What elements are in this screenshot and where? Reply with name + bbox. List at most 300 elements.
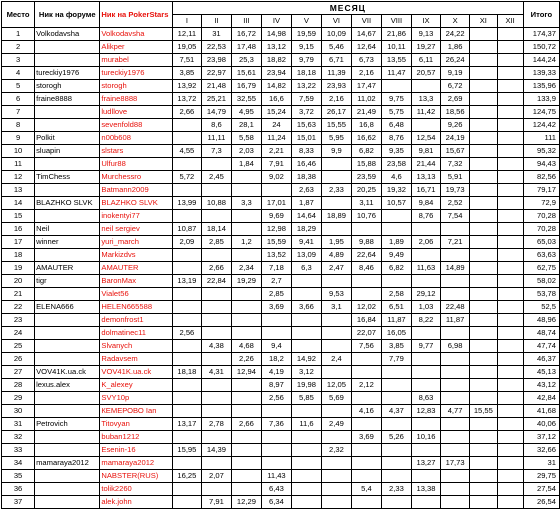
month-value-cell: 13,13: [411, 171, 440, 184]
month-value-cell: [441, 223, 470, 236]
month-value-cell: [497, 340, 523, 353]
total-cell: 95,32: [523, 145, 559, 158]
month-value-cell: [497, 223, 523, 236]
month-value-cell: [411, 366, 440, 379]
month-value-cell: 13,55: [381, 54, 411, 67]
month-value-cell: 23,59: [351, 171, 381, 184]
month-value-cell: [411, 470, 440, 483]
month-value-cell: [497, 418, 523, 431]
month-value-cell: [381, 210, 411, 223]
month-header: V: [291, 15, 321, 28]
month-value-cell: [291, 275, 321, 288]
month-value-cell: [321, 470, 351, 483]
month-value-cell: [201, 249, 231, 262]
month-value-cell: 7,21: [441, 236, 470, 249]
month-value-cell: [497, 67, 523, 80]
month-value-cell: [497, 327, 523, 340]
total-cell: 133,9: [523, 93, 559, 106]
table-row: [2, 353, 560, 366]
month-value-cell: 15,01: [291, 132, 321, 145]
month-value-cell: 8,63: [411, 392, 440, 405]
month-value-cell: 26,24: [441, 54, 470, 67]
month-value-cell: [291, 496, 321, 509]
month-value-cell: [201, 431, 231, 444]
total-cell: 150,72: [523, 41, 559, 54]
month-value-cell: 11,43: [261, 470, 291, 483]
total-cell: 70,28: [523, 223, 559, 236]
place-cell: 12: [2, 171, 35, 184]
month-value-cell: 13,3: [411, 93, 440, 106]
month-value-cell: 22,53: [201, 41, 231, 54]
month-value-cell: 19,32: [381, 184, 411, 197]
pokerstars-nick-cell: mamaraya2012: [100, 457, 172, 470]
month-value-cell: 10,11: [381, 41, 411, 54]
place-cell: 20: [2, 275, 35, 288]
place-cell: 2: [2, 41, 35, 54]
month-value-cell: [172, 483, 201, 496]
month-value-cell: [201, 457, 231, 470]
month-value-cell: [497, 470, 523, 483]
month-value-cell: [231, 392, 261, 405]
month-value-cell: [231, 184, 261, 197]
month-value-cell: 6,48: [381, 119, 411, 132]
month-value-cell: [201, 184, 231, 197]
month-value-cell: 2,16: [351, 67, 381, 80]
forum-nick-cell: [35, 249, 100, 262]
month-value-cell: [470, 80, 497, 93]
month-value-cell: 4,95: [231, 106, 261, 119]
month-value-cell: 9,13: [411, 28, 440, 41]
month-value-cell: 7,18: [261, 262, 291, 275]
month-header: I: [172, 15, 201, 28]
month-header: XI: [470, 15, 497, 28]
pokerstars-nick-cell: demonfrost1: [100, 314, 172, 327]
month-value-cell: [411, 223, 440, 236]
month-value-cell: 12,05: [321, 379, 351, 392]
pokerstars-nick-cell: SVY10p: [100, 392, 172, 405]
forum-nick-cell: storogh: [35, 80, 100, 93]
total-cell: 47,74: [523, 340, 559, 353]
month-value-cell: 3,85: [172, 67, 201, 80]
month-value-cell: 17,47: [351, 80, 381, 93]
month-value-cell: 2,85: [261, 288, 291, 301]
month-value-cell: 13,17: [172, 418, 201, 431]
month-header: VII: [351, 15, 381, 28]
month-value-cell: 11,02: [351, 93, 381, 106]
month-value-cell: [411, 327, 440, 340]
month-header: XII: [497, 15, 523, 28]
forum-nick-cell: sluapin: [35, 145, 100, 158]
month-value-cell: 28,1: [231, 119, 261, 132]
month-value-cell: [321, 483, 351, 496]
month-value-cell: 5,72: [172, 171, 201, 184]
month-value-cell: 2,32: [321, 444, 351, 457]
place-cell: 11: [2, 158, 35, 171]
month-value-cell: [497, 106, 523, 119]
month-value-cell: [291, 340, 321, 353]
table-row: [2, 366, 560, 379]
place-cell: 25: [2, 340, 35, 353]
month-value-cell: [351, 366, 381, 379]
month-value-cell: 14,67: [351, 28, 381, 41]
month-value-cell: 5,91: [441, 171, 470, 184]
month-value-cell: 11,42: [411, 106, 440, 119]
month-value-cell: [201, 353, 231, 366]
month-value-cell: [172, 132, 201, 145]
place-cell: 34: [2, 457, 35, 470]
month-value-cell: [231, 379, 261, 392]
place-cell: 9: [2, 132, 35, 145]
month-value-cell: 2,4: [321, 353, 351, 366]
table-row: [2, 418, 560, 431]
pokerstars-nick-cell: BaronMax: [100, 275, 172, 288]
month-value-cell: [321, 496, 351, 509]
table-row: [2, 54, 560, 67]
month-value-cell: 5,26: [381, 431, 411, 444]
month-value-cell: [172, 496, 201, 509]
place-cell: 36: [2, 483, 35, 496]
place-cell: 28: [2, 379, 35, 392]
month-value-cell: [321, 314, 351, 327]
forum-nick-cell: [35, 496, 100, 509]
month-value-cell: 11,11: [201, 132, 231, 145]
month-value-cell: 9,41: [291, 236, 321, 249]
month-value-cell: 9,77: [411, 340, 440, 353]
month-value-cell: 13,12: [261, 41, 291, 54]
month-value-cell: [351, 444, 381, 457]
month-value-cell: [470, 67, 497, 80]
forum-nick-cell: Neil: [35, 223, 100, 236]
pokerstars-nick-cell: tolik2260: [100, 483, 172, 496]
month-value-cell: [470, 158, 497, 171]
forum-nick-cell: [35, 54, 100, 67]
month-value-cell: 24,22: [441, 28, 470, 41]
total-cell: 31: [523, 457, 559, 470]
month-value-cell: [470, 184, 497, 197]
total-cell: 52,5: [523, 301, 559, 314]
month-value-cell: [497, 197, 523, 210]
month-value-cell: [172, 249, 201, 262]
pokerstars-nick-cell: Markizdvs: [100, 249, 172, 262]
total-cell: 29,75: [523, 470, 559, 483]
month-value-cell: 14,39: [201, 444, 231, 457]
month-value-cell: [470, 119, 497, 132]
month-value-cell: 2,03: [231, 145, 261, 158]
month-value-cell: [381, 275, 411, 288]
month-value-cell: [231, 288, 261, 301]
place-cell: 14: [2, 197, 35, 210]
month-value-cell: [497, 28, 523, 41]
month-value-cell: 1,84: [231, 158, 261, 171]
month-value-cell: [351, 418, 381, 431]
month-value-cell: 31: [201, 28, 231, 41]
place-cell: 30: [2, 405, 35, 418]
month-value-cell: [261, 405, 291, 418]
total-cell: 46,37: [523, 353, 559, 366]
month-value-cell: [321, 405, 351, 418]
pokerstars-nick-cell: neil sergiev: [100, 223, 172, 236]
month-value-cell: 13,09: [291, 249, 321, 262]
forum-nick-cell: mamaraya2012: [35, 457, 100, 470]
month-value-cell: 6,72: [441, 80, 470, 93]
forum-nick-cell: [35, 340, 100, 353]
month-value-cell: 13,38: [411, 483, 440, 496]
forum-nick-cell: TimChess: [35, 171, 100, 184]
month-value-cell: 18,38: [291, 171, 321, 184]
month-value-cell: 7,36: [261, 418, 291, 431]
month-value-cell: 2,52: [441, 197, 470, 210]
table-row: [2, 28, 560, 41]
month-value-cell: [470, 301, 497, 314]
month-value-cell: 2,56: [172, 327, 201, 340]
month-value-cell: 16,05: [381, 327, 411, 340]
total-cell: 62,75: [523, 262, 559, 275]
month-value-cell: [231, 457, 261, 470]
month-value-cell: 22,48: [441, 301, 470, 314]
month-value-cell: 21,86: [381, 28, 411, 41]
place-cell: 10: [2, 145, 35, 158]
month-value-cell: 11,47: [381, 67, 411, 80]
month-value-cell: 12,02: [351, 301, 381, 314]
month-header: VI: [321, 15, 351, 28]
month-value-cell: [201, 483, 231, 496]
month-value-cell: 6,3: [291, 262, 321, 275]
table-row: [2, 119, 560, 132]
forum-nick-cell: [35, 119, 100, 132]
month-value-cell: [381, 444, 411, 457]
month-value-cell: 5,95: [321, 132, 351, 145]
month-value-cell: 11,87: [441, 314, 470, 327]
forum-nick-cell: [35, 444, 100, 457]
month-value-cell: [470, 28, 497, 41]
pokerstars-nick-cell: sevenfold88: [100, 119, 172, 132]
month-value-cell: 13,27: [411, 457, 440, 470]
month-value-cell: [497, 431, 523, 444]
month-value-cell: 15,55: [470, 405, 497, 418]
month-value-cell: 3,69: [261, 301, 291, 314]
month-value-cell: 14,92: [291, 353, 321, 366]
pokerstars-nick-cell: fraine8888: [100, 93, 172, 106]
month-value-cell: [231, 223, 261, 236]
month-value-cell: 9,26: [441, 119, 470, 132]
month-value-cell: 16,8: [351, 119, 381, 132]
month-value-cell: 2,56: [261, 392, 291, 405]
month-value-cell: 10,76: [351, 210, 381, 223]
results-body: [2, 28, 560, 509]
place-cell: 37: [2, 496, 35, 509]
total-cell: 27,54: [523, 483, 559, 496]
month-value-cell: 2,34: [231, 262, 261, 275]
month-value-cell: 19,29: [231, 275, 261, 288]
forum-nick-cell: winner: [35, 236, 100, 249]
month-value-cell: 11,24: [261, 132, 291, 145]
place-cell: 6: [2, 93, 35, 106]
month-value-cell: 14,79: [201, 106, 231, 119]
month-value-cell: [291, 327, 321, 340]
month-value-cell: 8,76: [381, 132, 411, 145]
month-value-cell: [172, 457, 201, 470]
month-value-cell: [172, 262, 201, 275]
month-value-cell: [470, 327, 497, 340]
month-value-cell: 21,48: [201, 80, 231, 93]
month-value-cell: [497, 119, 523, 132]
month-value-cell: [381, 366, 411, 379]
month-value-cell: [291, 444, 321, 457]
month-value-cell: [261, 314, 291, 327]
month-value-cell: 22,07: [351, 327, 381, 340]
forum-nick-cell: ELENA666: [35, 301, 100, 314]
month-value-cell: 13,19: [172, 275, 201, 288]
month-value-cell: [411, 418, 440, 431]
month-value-cell: [321, 431, 351, 444]
pokerstars-nick-cell: Slvanych: [100, 340, 172, 353]
month-value-cell: [497, 483, 523, 496]
month-value-cell: [411, 353, 440, 366]
month-value-cell: 2,58: [381, 288, 411, 301]
table-row: [2, 457, 560, 470]
place-cell: 35: [2, 470, 35, 483]
table-row: [2, 327, 560, 340]
month-value-cell: [291, 405, 321, 418]
place-cell: 3: [2, 54, 35, 67]
month-value-cell: [470, 171, 497, 184]
total-cell: 124,42: [523, 119, 559, 132]
month-value-cell: [261, 444, 291, 457]
month-value-cell: 23,98: [201, 54, 231, 67]
total-cell: 94,43: [523, 158, 559, 171]
month-value-cell: 7,54: [441, 210, 470, 223]
month-value-cell: [441, 496, 470, 509]
month-value-cell: [497, 145, 523, 158]
table-row: [2, 431, 560, 444]
table-row: [2, 197, 560, 210]
month-value-cell: 4,16: [351, 405, 381, 418]
table-row: [2, 41, 560, 54]
forum-nick-cell: tigr: [35, 275, 100, 288]
month-value-cell: [470, 275, 497, 288]
month-value-cell: [497, 366, 523, 379]
place-cell: 13: [2, 184, 35, 197]
month-value-cell: 17,73: [441, 457, 470, 470]
pokerstars-nick-cell: alek.john: [100, 496, 172, 509]
month-value-cell: 10,57: [381, 197, 411, 210]
pokerstars-nick-cell: K_alexey: [100, 379, 172, 392]
place-cell: 29: [2, 392, 35, 405]
place-cell: 5: [2, 80, 35, 93]
month-value-cell: [291, 483, 321, 496]
month-value-cell: 16,62: [351, 132, 381, 145]
month-value-cell: 2,49: [321, 418, 351, 431]
month-value-cell: 7,51: [172, 54, 201, 67]
month-value-cell: [291, 314, 321, 327]
month-value-cell: [470, 353, 497, 366]
pokerstars-nick-cell: BLAZHKO SLVK: [100, 197, 172, 210]
month-value-cell: 18,2: [261, 353, 291, 366]
place-cell: 7: [2, 106, 35, 119]
month-value-cell: 11,39: [321, 67, 351, 80]
month-value-cell: [201, 301, 231, 314]
month-value-cell: 16,46: [291, 158, 321, 171]
month-value-cell: 1,89: [381, 236, 411, 249]
month-value-cell: 9,79: [291, 54, 321, 67]
month-value-cell: [497, 210, 523, 223]
month-value-cell: 2,12: [351, 379, 381, 392]
month-value-cell: 18,56: [441, 106, 470, 119]
table-row: [2, 392, 560, 405]
forum-nick-cell: [35, 353, 100, 366]
month-value-cell: 7,91: [201, 496, 231, 509]
month-value-cell: [441, 288, 470, 301]
place-cell: 15: [2, 210, 35, 223]
month-value-cell: [291, 288, 321, 301]
month-value-cell: [470, 418, 497, 431]
month-value-cell: 15,67: [441, 145, 470, 158]
month-value-cell: [321, 171, 351, 184]
month-value-cell: 8,76: [411, 210, 440, 223]
table-row: [2, 379, 560, 392]
forum-nick-cell: BLAZHKO SLVK: [35, 197, 100, 210]
total-cell: 139,33: [523, 67, 559, 80]
month-value-cell: [470, 379, 497, 392]
month-value-cell: 1,2: [231, 236, 261, 249]
table-row: [2, 184, 560, 197]
month-value-cell: [201, 210, 231, 223]
month-value-cell: [497, 236, 523, 249]
month-value-cell: 9,75: [381, 93, 411, 106]
forum-nick-cell: [35, 392, 100, 405]
header-place: Место: [2, 2, 35, 28]
pokerstars-nick-cell: tureckiy1976: [100, 67, 172, 80]
month-value-cell: 15,95: [172, 444, 201, 457]
month-value-cell: 12,83: [411, 405, 440, 418]
month-value-cell: [497, 301, 523, 314]
month-value-cell: 3,66: [291, 301, 321, 314]
pokerstars-nick-cell: AMAUTER: [100, 262, 172, 275]
total-cell: 32,66: [523, 444, 559, 457]
month-value-cell: 5,58: [231, 132, 261, 145]
total-cell: 82,56: [523, 171, 559, 184]
month-value-cell: 10,09: [321, 28, 351, 41]
pokerstars-nick-cell: Alikper: [100, 41, 172, 54]
pokerstars-nick-cell: Radavsem: [100, 353, 172, 366]
month-value-cell: 13,99: [172, 197, 201, 210]
pokerstars-nick-cell: slstars: [100, 145, 172, 158]
month-value-cell: [381, 457, 411, 470]
pokerstars-nick-cell: Ulfur88: [100, 158, 172, 171]
forum-nick-cell: [35, 158, 100, 171]
forum-nick-cell: [35, 41, 100, 54]
total-cell: 26,54: [523, 496, 559, 509]
total-cell: 41,68: [523, 405, 559, 418]
month-value-cell: 9,02: [261, 171, 291, 184]
forum-nick-cell: VOV41K.ua.ck: [35, 366, 100, 379]
month-value-cell: [231, 171, 261, 184]
month-value-cell: [497, 80, 523, 93]
month-value-cell: 9,4: [261, 340, 291, 353]
month-value-cell: 2,7: [261, 275, 291, 288]
month-value-cell: 25,3: [231, 54, 261, 67]
month-value-cell: 1,95: [321, 236, 351, 249]
month-value-cell: [261, 327, 291, 340]
total-cell: 37,12: [523, 431, 559, 444]
month-value-cell: [441, 444, 470, 457]
month-value-cell: [470, 93, 497, 106]
month-value-cell: [411, 496, 440, 509]
forum-nick-cell: [35, 106, 100, 119]
month-value-cell: 12,11: [172, 28, 201, 41]
forum-nick-cell: [35, 327, 100, 340]
month-value-cell: [441, 483, 470, 496]
